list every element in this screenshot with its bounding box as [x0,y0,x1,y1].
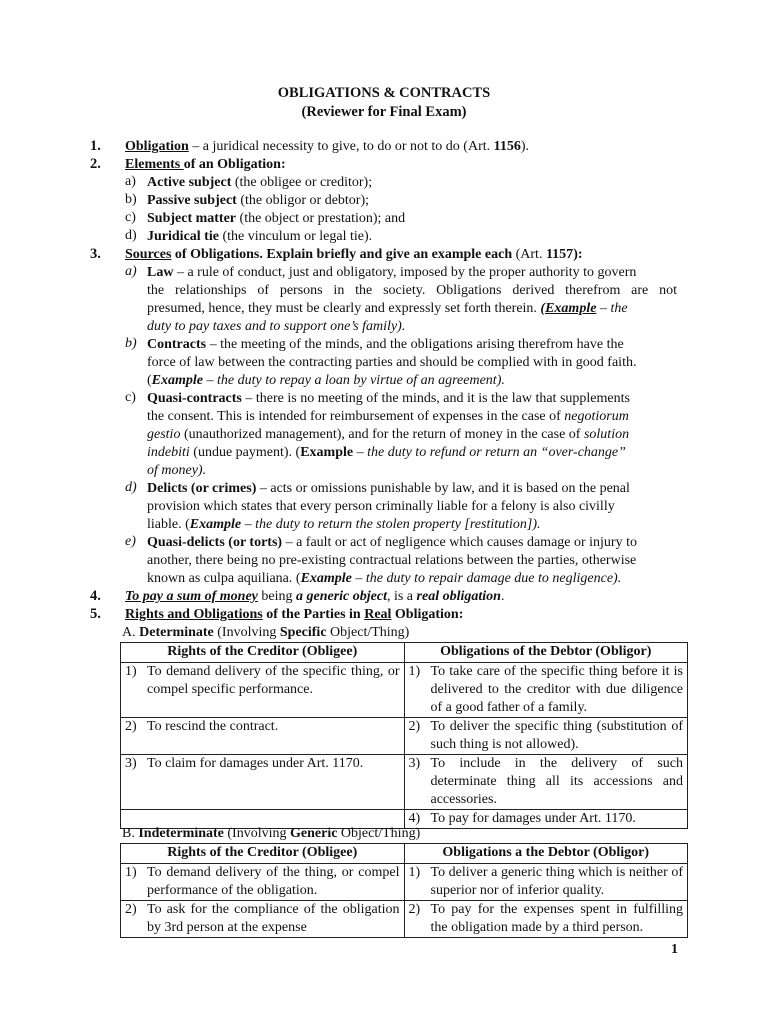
indeterminate-table [120,843,688,938]
table-row: 1) To demand delivery of the thing, or compel performance of the obligation. 1) To deliver a generic thing which is neither of superior nor of inferior quality. [121,864,688,901]
source-quasi-delicts: Quasi-delicts (or torts) – a fault or act of negligence which causes damage or injury to [147,535,637,550]
source-delicts: Delicts (or crimes) – acts or omissions punishable by law, and it is based on the penal [147,481,630,496]
table-header-row [121,643,688,663]
item-number-1: 1. [90,138,101,154]
item-number-5: 5. [90,606,101,622]
table-row: 2) To ask for the compliance of the obligation by 3rd person at the expense 2) To pay for the expenses spent in fulfilling the obligation made by a third person. [121,901,688,938]
obligation-term: Obligation [125,139,189,154]
item-number-3: 3. [90,246,101,262]
list-item: Juridical tie (the vinculum or legal tie). [147,229,373,244]
determinate-table [120,642,688,829]
source-quasi-contracts: Quasi-contracts – there is no meeting of the minds, and it is the law that supplements [147,391,630,406]
table-row: 2) To rescind the contract. 2) To deliver the specific thing (substitution of such thing is not allowed). [121,718,688,755]
item-5-heading: Rights and Obligations of the Parties in Real Obligation: [125,607,464,622]
column-header: Obligations of the Debtor (Obligor) [404,643,688,663]
column-header: Rights of the Creditor (Obligee) [121,643,405,663]
table-row: 3) To claim for damages under Art. 1170. 3) To include in the delivery of such determinate thing all its accessions and accessories. [121,755,688,810]
item-number-4: 4. [90,588,101,604]
column-header: Obligations a the Debtor (Obligor) [404,844,688,864]
column-header: Rights of the Creditor (Obligee) [121,844,405,864]
table-row: 4) To pay for damages under Art. 1170. [121,810,688,829]
item-1-text: Obligation – a juridical necessity to give, to do or not to do (Art. 1156). [125,139,530,154]
document-subtitle: (Reviewer for Final Exam) [301,104,467,120]
page-number: 1 [671,942,678,957]
list-item: Passive subject (the obligor or debtor); [147,193,370,208]
section-a-heading: A. Determinate (Involving Specific Object/Thing) [122,625,410,640]
document-title-block [0,84,768,122]
item-2-heading: Elements of an Obligation: [125,157,286,172]
table-header-row [121,844,688,864]
item-3-heading: Sources of Obligations. Explain briefly and give an example each (Art. 1157): [125,247,583,262]
item-number-2: 2. [90,156,101,172]
table-row: 1) To demand delivery of the specific thing, or compel specific performance. 1) To take care of the specific thing before it is delivered to the creditor with due diligence of a good father of a family. [121,663,688,718]
document-title: OBLIGATIONS & CONTRACTS [277,85,491,101]
list-item: Active subject (the obligee or creditor); [147,175,373,190]
section-b-heading: B. Indeterminate (Involving Generic Object/Thing) [122,826,421,841]
list-item: Subject matter (the object or prestation); and [147,211,406,226]
item-4-text: To pay a sum of money being a generic object, is a real obligation. [125,589,505,604]
source-law: Law – a rule of conduct, just and obligatory, imposed by the proper authority to govern [147,265,637,280]
document-page: OBLIGATIONS & CONTRACTS (Reviewer for Final Exam) 1. Obligation – a juridical necessity to give, to do or not to do (Art. 1156). 2. Elements of an Obligation: a) Active subject (the obligee or creditor); b) Passive subject (the obligor or debtor); c) Subject matter (the object or prestation); and d) Juridical tie (the vinculum or legal tie). 3. Sources of Obligations. Explain briefly and give an example each (Art. 1157): a) Law – a rule of conduct, just and obligatory, imposed by the proper authority to govern the relationships of persons in the society. Obligations derived therefrom are not presumed, hence, they must be clearly and expressly set forth therein. (Example – the duty to pay taxes and to support one’s family). b) Contracts – the meeting of the minds, and the obligations arising therefrom have the force of law between the contracting parties and should be complied with in good faith. (Example – the duty to repay a loan by virtue of an agreement). c) Quasi-contracts – there is no meeting of the minds, and it is the law that supplements the consent. This is intended for reimbursement of expenses in the case of negotiorum gestio (unauthorized management), and for the return of money in the case of solution indebiti (undue payment). (Example – the duty to refund or return an “over-change” of money). d) Delicts (or crimes) – acts or omissions punishable by law, and it is based on the penal provision which states that every person criminally liable for a felony is also civilly liable. (Example – the duty to return the stolen property [restitution]). e) Quasi-delicts (or torts) – a fault or act of negligence which causes damage or injury to another, there being no pre-existing contractual relations between the parties, otherwise known as culpa aquiliana. (Example – the duty to repair damage due to negligence). 4. To pay a sum of money being a generic object, is a real obligation. 5. Rights and Obligations of the Parties in Real Obligation: A. Determinate (Involving Specific Object/Thing) Rights of the Creditor (Obligee) Obligations of the Debtor (Obligor) 1) To demand delivery of the specific thing, or compel specific performance. 1) To take care of the specific thing before it is delivered to the creditor with due diligence of a good father of a family. 2) To rescind the contract. 2) To deliver the specific thing (substitution of such thing is not allowed). 3) To claim for damages under Art. 1170. 3) To include in the delivery of such determinate thing all its accessions and accessories. 4) To pay for damages under Art. 1170. B. Indeterminate (Involving Generic Object/Thing) Rights of the Creditor (Obligee) Obligations a the Debtor (Obligor) 1) To demand delivery of the thing, or compel performance of the obligation. 1) To deliver a generic thing which is neither of superior nor of inferior quality. 2) To ask for the compliance of the obligation by 3rd person at the expense 2) To pay for the expenses spent in fulfilling the obligation made by a third person. 1 [0,0,768,1024]
source-contracts: Contracts – the meeting of the minds, and the obligations arising therefrom have the [147,337,624,352]
